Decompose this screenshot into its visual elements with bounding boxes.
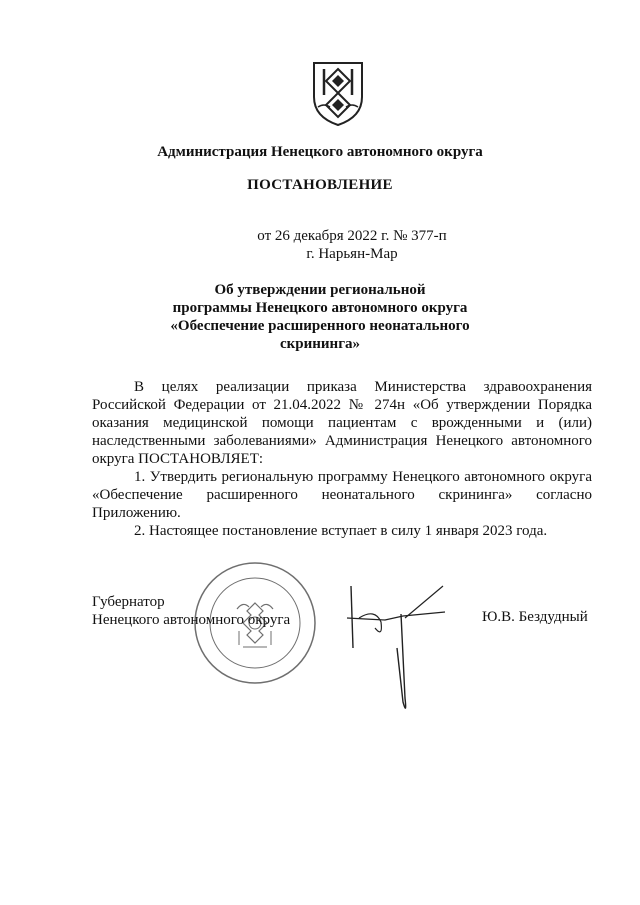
- document-title: [170, 281, 470, 353]
- signer-name: Ю.В. Бездудный: [482, 609, 588, 625]
- title-line: «Обеспечение расширенного неонатального: [170, 318, 470, 334]
- handwritten-signature: [345, 578, 449, 718]
- coat-of-arms-emblem: [310, 57, 366, 127]
- document-type: ПОСТАНОВЛЕНИЕ: [247, 177, 393, 193]
- title-line: скрининга»: [279, 336, 361, 352]
- organization-name: Администрация Ненецкого автономного округа: [157, 144, 483, 160]
- signer-position: [92, 593, 290, 629]
- body-paragraph: 1. Утвердить региональную программу Ненецкого автономного округа «Обеспечение расширенного неонатального скрининга» согласно Приложению.: [92, 469, 592, 521]
- document-city: г. Нарьян-Мар: [306, 246, 398, 262]
- document-date-number: от 26 декабря 2022 г. № 377-п: [257, 228, 447, 244]
- title-line: программы Ненецкого автономного округа: [172, 300, 468, 316]
- signer-position-line: Губернатор: [92, 594, 165, 610]
- body-paragraph: В целях реализации приказа Министерства здравоохранения Российской Федерации от 21.04.2022 № 274н «Об утверждении Порядка оказания медицинской помощи пациентам с врожденными и (или) наследственными заболеваниями» Администрация Ненецкого автономного округа ПОСТАНОВЛЯЕТ:: [92, 379, 592, 467]
- title-line: Об утверждении региональной: [214, 282, 426, 298]
- document-body: [92, 378, 592, 540]
- body-paragraph: 2. Настоящее постановление вступает в силу 1 января 2023 года.: [134, 523, 548, 539]
- signer-position-line: Ненецкого автономного округа: [92, 612, 291, 628]
